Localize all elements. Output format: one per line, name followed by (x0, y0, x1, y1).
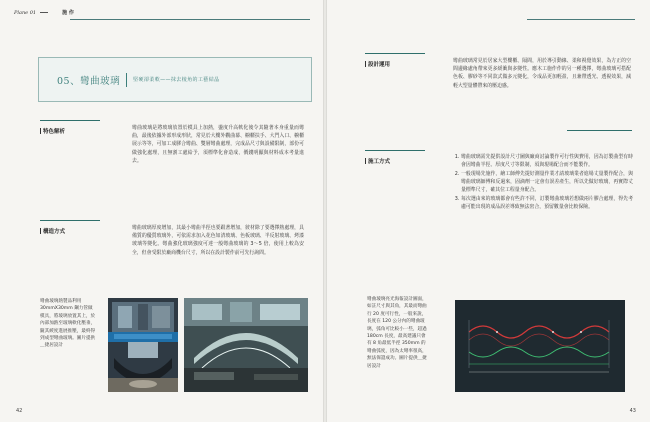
section-name: 施 作 (62, 10, 74, 16)
process-rule (40, 220, 100, 221)
title-divider (126, 73, 127, 87)
construction-label: 施工方式 (365, 157, 390, 165)
features-text: 彎曲玻璃是將玻璃放置於模具上加熱，盪度升高軟化後令其隨著本身重量而彎曲，最後依據外部形成形狀，常見於大樓外觀曲幕、櫥櫃扶手、大門入口、櫥櫃展示等等，可加工成膠合彎曲、雙層彎曲處理，完成品尺寸與設備限制，部份可做強化處理，且無割工處給予，須標準化會造成，價錢明顯與材料成本考量進去。 (132, 125, 304, 164)
step-item: 3. 每次選由來的玻璃都會有些許不同，訂製彎曲玻璃若想做兩片膠合處理，得先考慮可能出現的成品誤差導致無法密合，預留數量會比較保險。 (461, 195, 633, 211)
steps-list (453, 153, 633, 211)
construction-steps (453, 153, 633, 212)
chapter-subtitle: 堅硬卻柔軟——抹去棱角的工藝結晶 (133, 77, 220, 83)
design-label: 設計運用 (365, 60, 390, 68)
design-text: 彎曲玻璃常見於居家大型樓櫃、隔間，用於導引動線、柔和視覺效果，為方正的空間邊緣處角帶來更多緩衝與多變性。應木工施作作的另一種選擇，彎曲玻璃可搭配色板、膠砂等不同款式做多元變化，令成品更加輕盈，且兼帶透光、透視效果，減輕大型量體帶來的壓迫感。 (453, 58, 631, 89)
diagram-caption: 彎曲玻璃亮光海報設計圖面，如註尺寸與其角，其最而彎曲行 20 度可行性，一般來說，長度在 120 公分內的彎曲玻璃，弧角可比較小一些，超過 180cm 長度，最高建議只會有 8 角最低半徑 350mm 的彎曲弧度，因為太彎率很高，無法保證成功。圖片提供＿捷居設計 (367, 297, 427, 369)
step-item: 1. 彎曲玻璃需先提供設計尺寸圖與廠商討論製作可行性與費用，因為訂製曲型有時會因彎曲半徑、厚度尺寸等限制，須與現場配合而不能製作。 (461, 153, 633, 169)
page-number-right: 43 (629, 408, 636, 414)
construction-rule-right (567, 130, 632, 131)
series-name: Plane 01 (14, 10, 37, 16)
header-rule (70, 19, 310, 20)
photo-caption: 彎曲玻璃熱製品利用 30mmX30mm 鋼力管做模具，將玻璃放置其上，於內部加熱至玻璃軟化壓垂，隨其緩度進展推壓，最終得到成型彎曲玻璃。圖片提供＿捷居設計 (40, 299, 96, 349)
process-text: 彎曲玻璃厚度增加，其最小彎曲半徑也要跟著增加，彼材除了要選擇熱處理，具備質的優質玻璃外，可依需求加入花色如清玻璃、色板玻璃、半反射玻璃、烤漆玻璃等變化。彎曲強化玻璃強度可達一般彎曲玻璃的 3～5 倍，使用上較為安全，但會受限於廠商機台尺寸，所以在設計製作前可先行詢問。 (132, 225, 304, 256)
features-rule (40, 120, 100, 121)
bending-machine-photo (108, 298, 178, 392)
running-header (14, 9, 74, 16)
chapter-title-box (38, 57, 312, 102)
construction-rule (365, 150, 425, 151)
left-page (0, 0, 323, 422)
right-page (327, 0, 650, 422)
chapter-title: 05、彎曲玻璃 (57, 75, 121, 87)
features-label: 特色解析 (40, 127, 65, 135)
process-label: 構造方式 (40, 227, 65, 235)
design-rule (365, 53, 425, 54)
page-number-left: 42 (16, 408, 23, 414)
step-item: 2. 一般現場先施作，繪工師傅先提好測量作業才請玻璃業者進場丈量製作配合，與彎曲玻璃師傅和反過來，固滴劑一定會有誤差產生，所以先做好玻璃，再實際丈量標準尺寸，確其位工程量身配合。 (461, 170, 633, 195)
header-dash (40, 12, 48, 13)
curved-glass-photo (184, 298, 308, 392)
curve-blueprint-diagram (455, 300, 625, 392)
header-rule-right (527, 19, 635, 20)
